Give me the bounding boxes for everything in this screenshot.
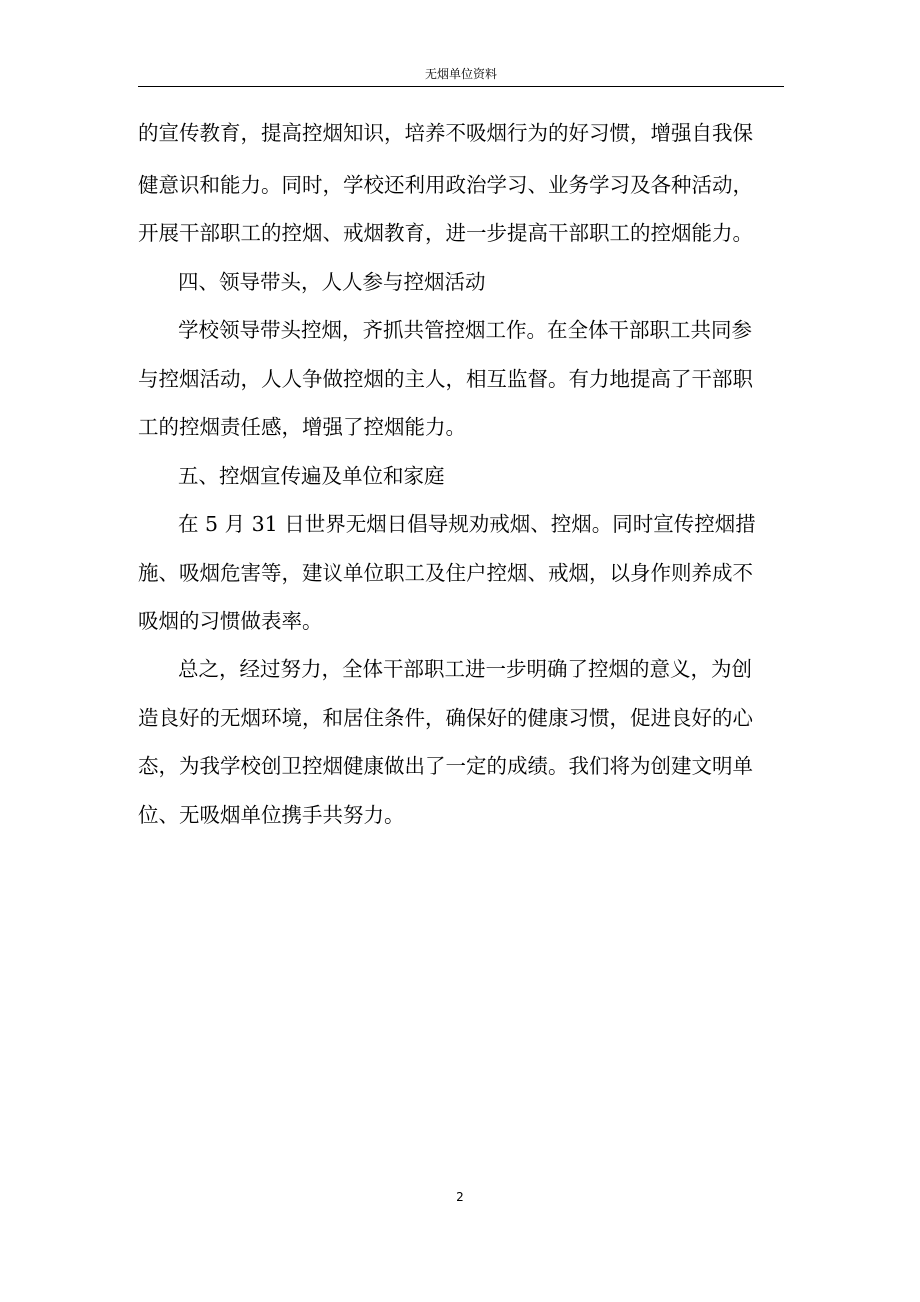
text-line: 吸烟的习惯做表率。 (138, 609, 323, 633)
section-heading: 五、控烟宣传遍及单位和家庭 (178, 464, 445, 488)
text-line: 位、无吸烟单位携手共努力。 (138, 803, 405, 827)
header-title: 无烟单位资料 (424, 67, 497, 81)
text-line: 开展干部职工的控烟、戒烟教育，进一步提高干部职工的控烟能力。 (138, 221, 753, 245)
text-line: 在 5 月 31 日世界无烟日倡导规劝戒烟、控烟。同时宣传控烟措 (178, 512, 756, 536)
page-number: 2 (456, 1190, 464, 1204)
text-line: 造良好的无烟环境，和居住条件，确保好的健康习惯，促进良好的心 (138, 706, 753, 730)
text-line: 与控烟活动，人人争做控烟的主人，相互监督。有力地提高了干部职 (138, 367, 753, 391)
page-header (138, 62, 784, 87)
text-line: 的宣传教育，提高控烟知识，培养不吸烟行为的好习惯，增强自我保 (138, 121, 753, 145)
text-line: 总之，经过努力，全体干部职工进一步明确了控烟的意义，为创 (178, 657, 752, 681)
section-heading: 四、领导带头，人人参与控烟活动 (178, 270, 486, 294)
text-line: 工的控烟责任感，增强了控烟能力。 (138, 415, 466, 439)
text-line: 学校领导带头控烟，齐抓共管控烟工作。在全体干部职工共同参 (178, 318, 752, 342)
text-line: 健意识和能力。同时，学校还利用政治学习、业务学习及各种活动， (138, 173, 753, 197)
text-line: 态，为我学校创卫控烟健康做出了一定的成绩。我们将为创建文明单 (138, 754, 753, 778)
text-line: 施、吸烟危害等，建议单位职工及住户控烟、戒烟，以身作则养成不 (138, 561, 753, 585)
